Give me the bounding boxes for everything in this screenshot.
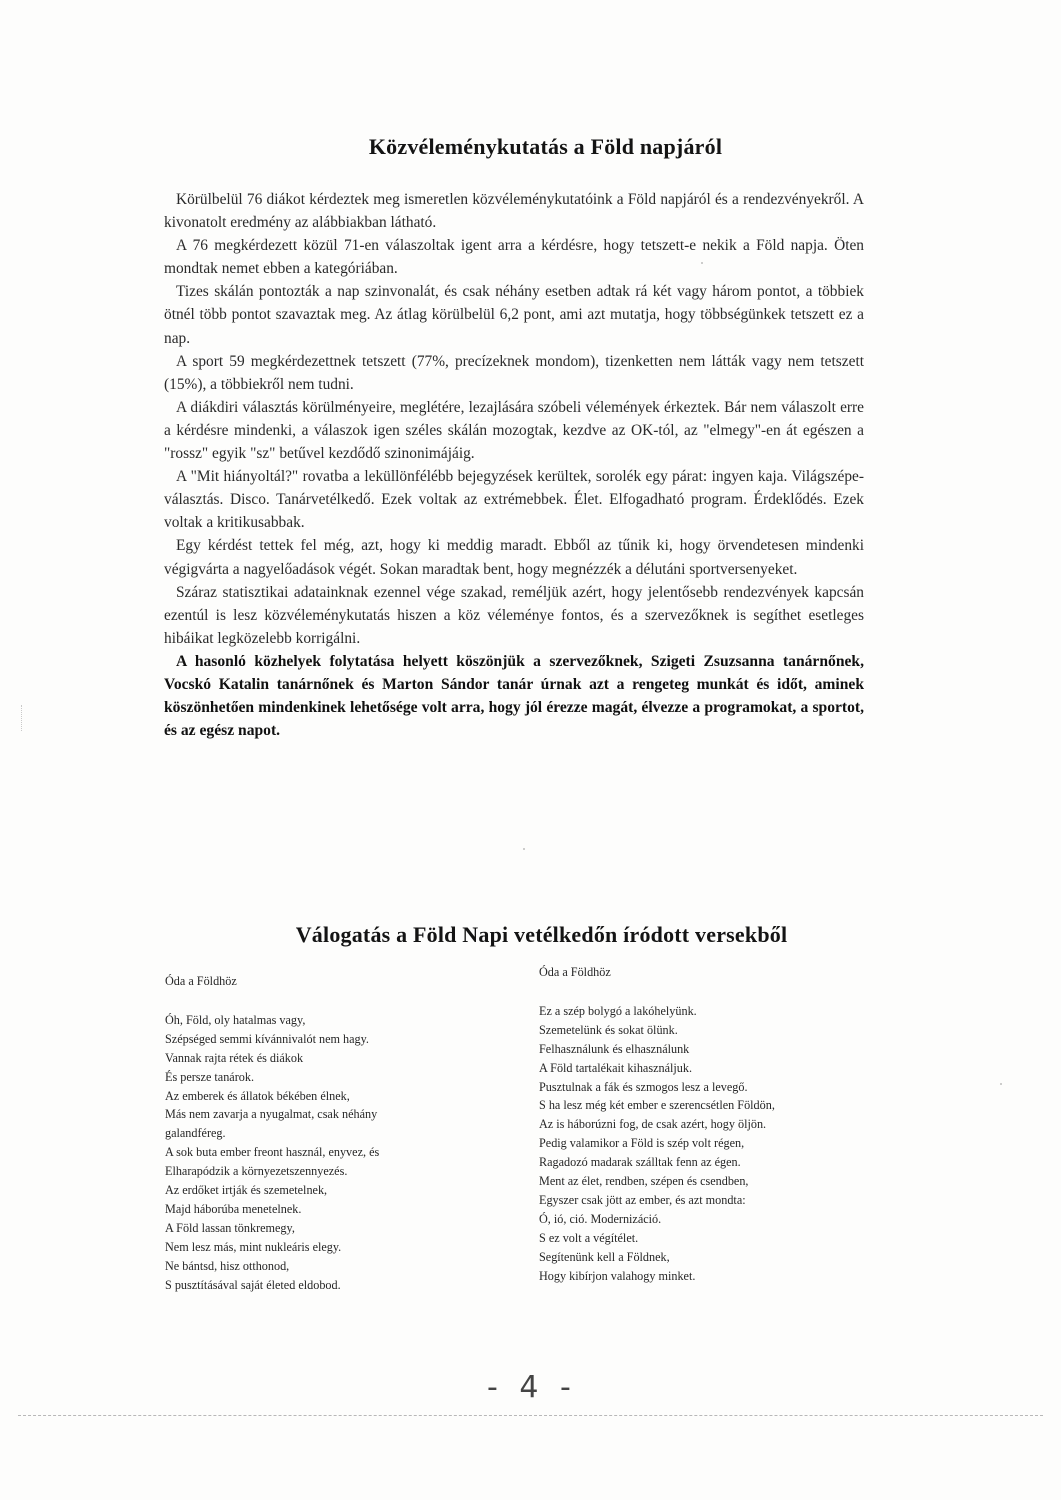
article-paragraph: Száraz statisztikai adatainknak ezennel vége szakad, reméljük azért, hogy jelentősebb rendezvények kapcsán ezentúl is lesz közvéleménykutatás hiszen a köz véleménye fontos, és a szervezőknek is segíthet esetleges hibáikat legközelebb korrigálni. — [164, 583, 864, 647]
poem-line: S pusztításával saját életed eldobod. — [165, 1277, 341, 1292]
poem-line: A Föld tartalékait kihasználjuk. — [539, 1060, 692, 1075]
poem-line: Ó, ió, ció. Modernizáció. — [539, 1211, 662, 1226]
poem-line: Az emberek és állatok békében élnek, — [165, 1088, 350, 1103]
article-paragraph: A diákdiri választás körülményeire, meglétére, lezajlására szóbeli vélemények érkeztek. Bár nem válaszolt erre a kérdésre mindenki, a válaszok igen széles skálán mozogtak, kezdve az OK-tól, az "elmegy"-en át egészen a "rossz" egyik "sz" betűvel kezdődő szinonimájáig. — [164, 398, 864, 463]
poem-line: Hogy kibírjon valahogy minket. — [539, 1268, 696, 1283]
poem-line: Más nem zavarja a nyugalmat, csak néhány — [165, 1107, 378, 1122]
article-paragraph: A 76 megkérdezett közül 71-en válaszoltak igent arra a kérdésre, hogy tetszett-e nekik a Föld napja. Öten mondtak nemet ebben a kategóriában. — [164, 237, 864, 278]
poem-line: Ment az élet, rendben, szépen és csendben, — [539, 1174, 749, 1189]
article-paragraph: A sport 59 megkérdezettnek tetszett (77%, precízeknek mondom), tizenketten nem látták vagy nem tetszett (15%), a többiekről nem tudni. — [164, 352, 864, 393]
poem-title: Óda a Földhöz — [165, 974, 237, 988]
poem-line: Vannak rajta rétek és diákok — [165, 1050, 304, 1065]
poem-line: Az is háborúzni fog, de csak azért, hogy öljön. — [539, 1117, 767, 1132]
scan-speck — [1000, 1083, 1002, 1085]
poem-line: Pusztulnak a fák és szmogos lesz a levegő. — [539, 1079, 748, 1094]
poem-line: A Föld lassan tönkremegy, — [165, 1220, 295, 1235]
poem-left — [165, 972, 465, 1295]
poem-line: Majd háborúba menetelnek. — [165, 1201, 302, 1216]
poem-line: Óh, Föld, oly hatalmas vagy, — [165, 1012, 306, 1027]
article-paragraph: Körülbelül 76 diákot kérdeztek meg ismeretlen közvéleménykutatóink a Föld napjáról és a rendezvényekről. A kivonatolt eredmény az alábbiakban látható. — [164, 191, 864, 232]
poem-line: Elharapódzik a környezetszennyezés. — [165, 1164, 348, 1179]
poem-line: Felhasználunk és elhasználunk — [539, 1041, 690, 1056]
poem-line: Egyszer csak jött az ember, és azt mondta: — [539, 1192, 746, 1207]
poem-line: Az erdőket irtják és szemetelnek, — [165, 1183, 328, 1198]
article-paragraph: A "Mit hiányoltál?" rovatba a leküllönfélébb bejegyzések kerültek, sorolék egy párat: ingyen kaja. Világszépe-választás. Disco. Tanárvetélkedő. Ezek voltak az extrémebbek. Élet. Elfogadható program. Érdeklődés. Ezek voltak a kritikusabbak. — [164, 468, 864, 532]
margin-mark — [21, 705, 23, 731]
poem-line: Szépséged semmi kívánnivalót nem hagy. — [165, 1031, 369, 1046]
poem-line: A sok buta ember freont használ, enyvez, és — [165, 1145, 380, 1160]
scan-speck — [523, 848, 525, 850]
poem-line: Szemetelünk és sokat ölünk. — [539, 1022, 678, 1037]
poem-line: Ne bántsd, hisz otthonod, — [165, 1258, 290, 1273]
poem-right — [539, 963, 869, 1286]
article-closing: A hasonló közhelyek folytatása helyett köszönjük a szervezőknek, Szigeti Zsuzsanna tanárnőnek, Vocskó Katalin tanárnőnek és Marton Sándor tanár úrnak azt a rengeteg munkát és időt, aminek köszönhetően mindenkinek lehetősége volt arra, hogy jól érezze magát, élvezze a programokat, a sportot, és az egész napot. — [164, 652, 864, 740]
poem-title: Óda a Földhöz — [539, 965, 611, 979]
article-paragraph: Tizes skálán pontozták a nap szinvonalát, és csak néhány esetben adtak rá két vagy három pontot, a többiek ötnél több pontot szavaztak meg. Az átlag körülbelül 6,2 pont, ami azt mutatja, hogy többségünkek tetszett ez a nap. — [164, 283, 864, 347]
poems-section-title: Válogatás a Föld Napi vetélkedőn íródott versekből — [295, 922, 788, 947]
poem-line: S ha lesz még két ember e szerencsétlen Földön, — [539, 1098, 775, 1113]
poem-line: S ez volt a végítélet. — [539, 1230, 639, 1245]
scan-speck — [701, 262, 703, 264]
article-body — [164, 188, 864, 742]
scan-edge-line — [18, 1415, 1043, 1416]
poem-line: Ez a szép bolygó a lakóhelyünk. — [539, 1003, 697, 1018]
page-number: - 4 - — [487, 1370, 577, 1405]
poem-line: Pedig valamikor a Föld is szép volt régen, — [539, 1136, 745, 1151]
poem-line: Ragadozó madarak szálltak fenn az égen. — [539, 1155, 741, 1170]
poem-line: Segítenünk kell a Földnek, — [539, 1249, 670, 1264]
article-title: Közvéleménykutatás a Föld napjáról — [368, 134, 723, 159]
poem-line: És persze tanárok. — [165, 1069, 254, 1084]
poem-line: galandféreg. — [165, 1126, 226, 1141]
article-paragraph: Egy kérdést tettek fel még, azt, hogy ki meddig maradt. Ebből az tűnik ki, hogy örvendetesen mindenki végigvárta a nagyelőadások végét. Sokan maradtak bent, hogy megnézzék a délutáni sportversenyeket. — [164, 537, 864, 578]
poem-line: Nem lesz más, mint nukleáris elegy. — [165, 1239, 342, 1254]
